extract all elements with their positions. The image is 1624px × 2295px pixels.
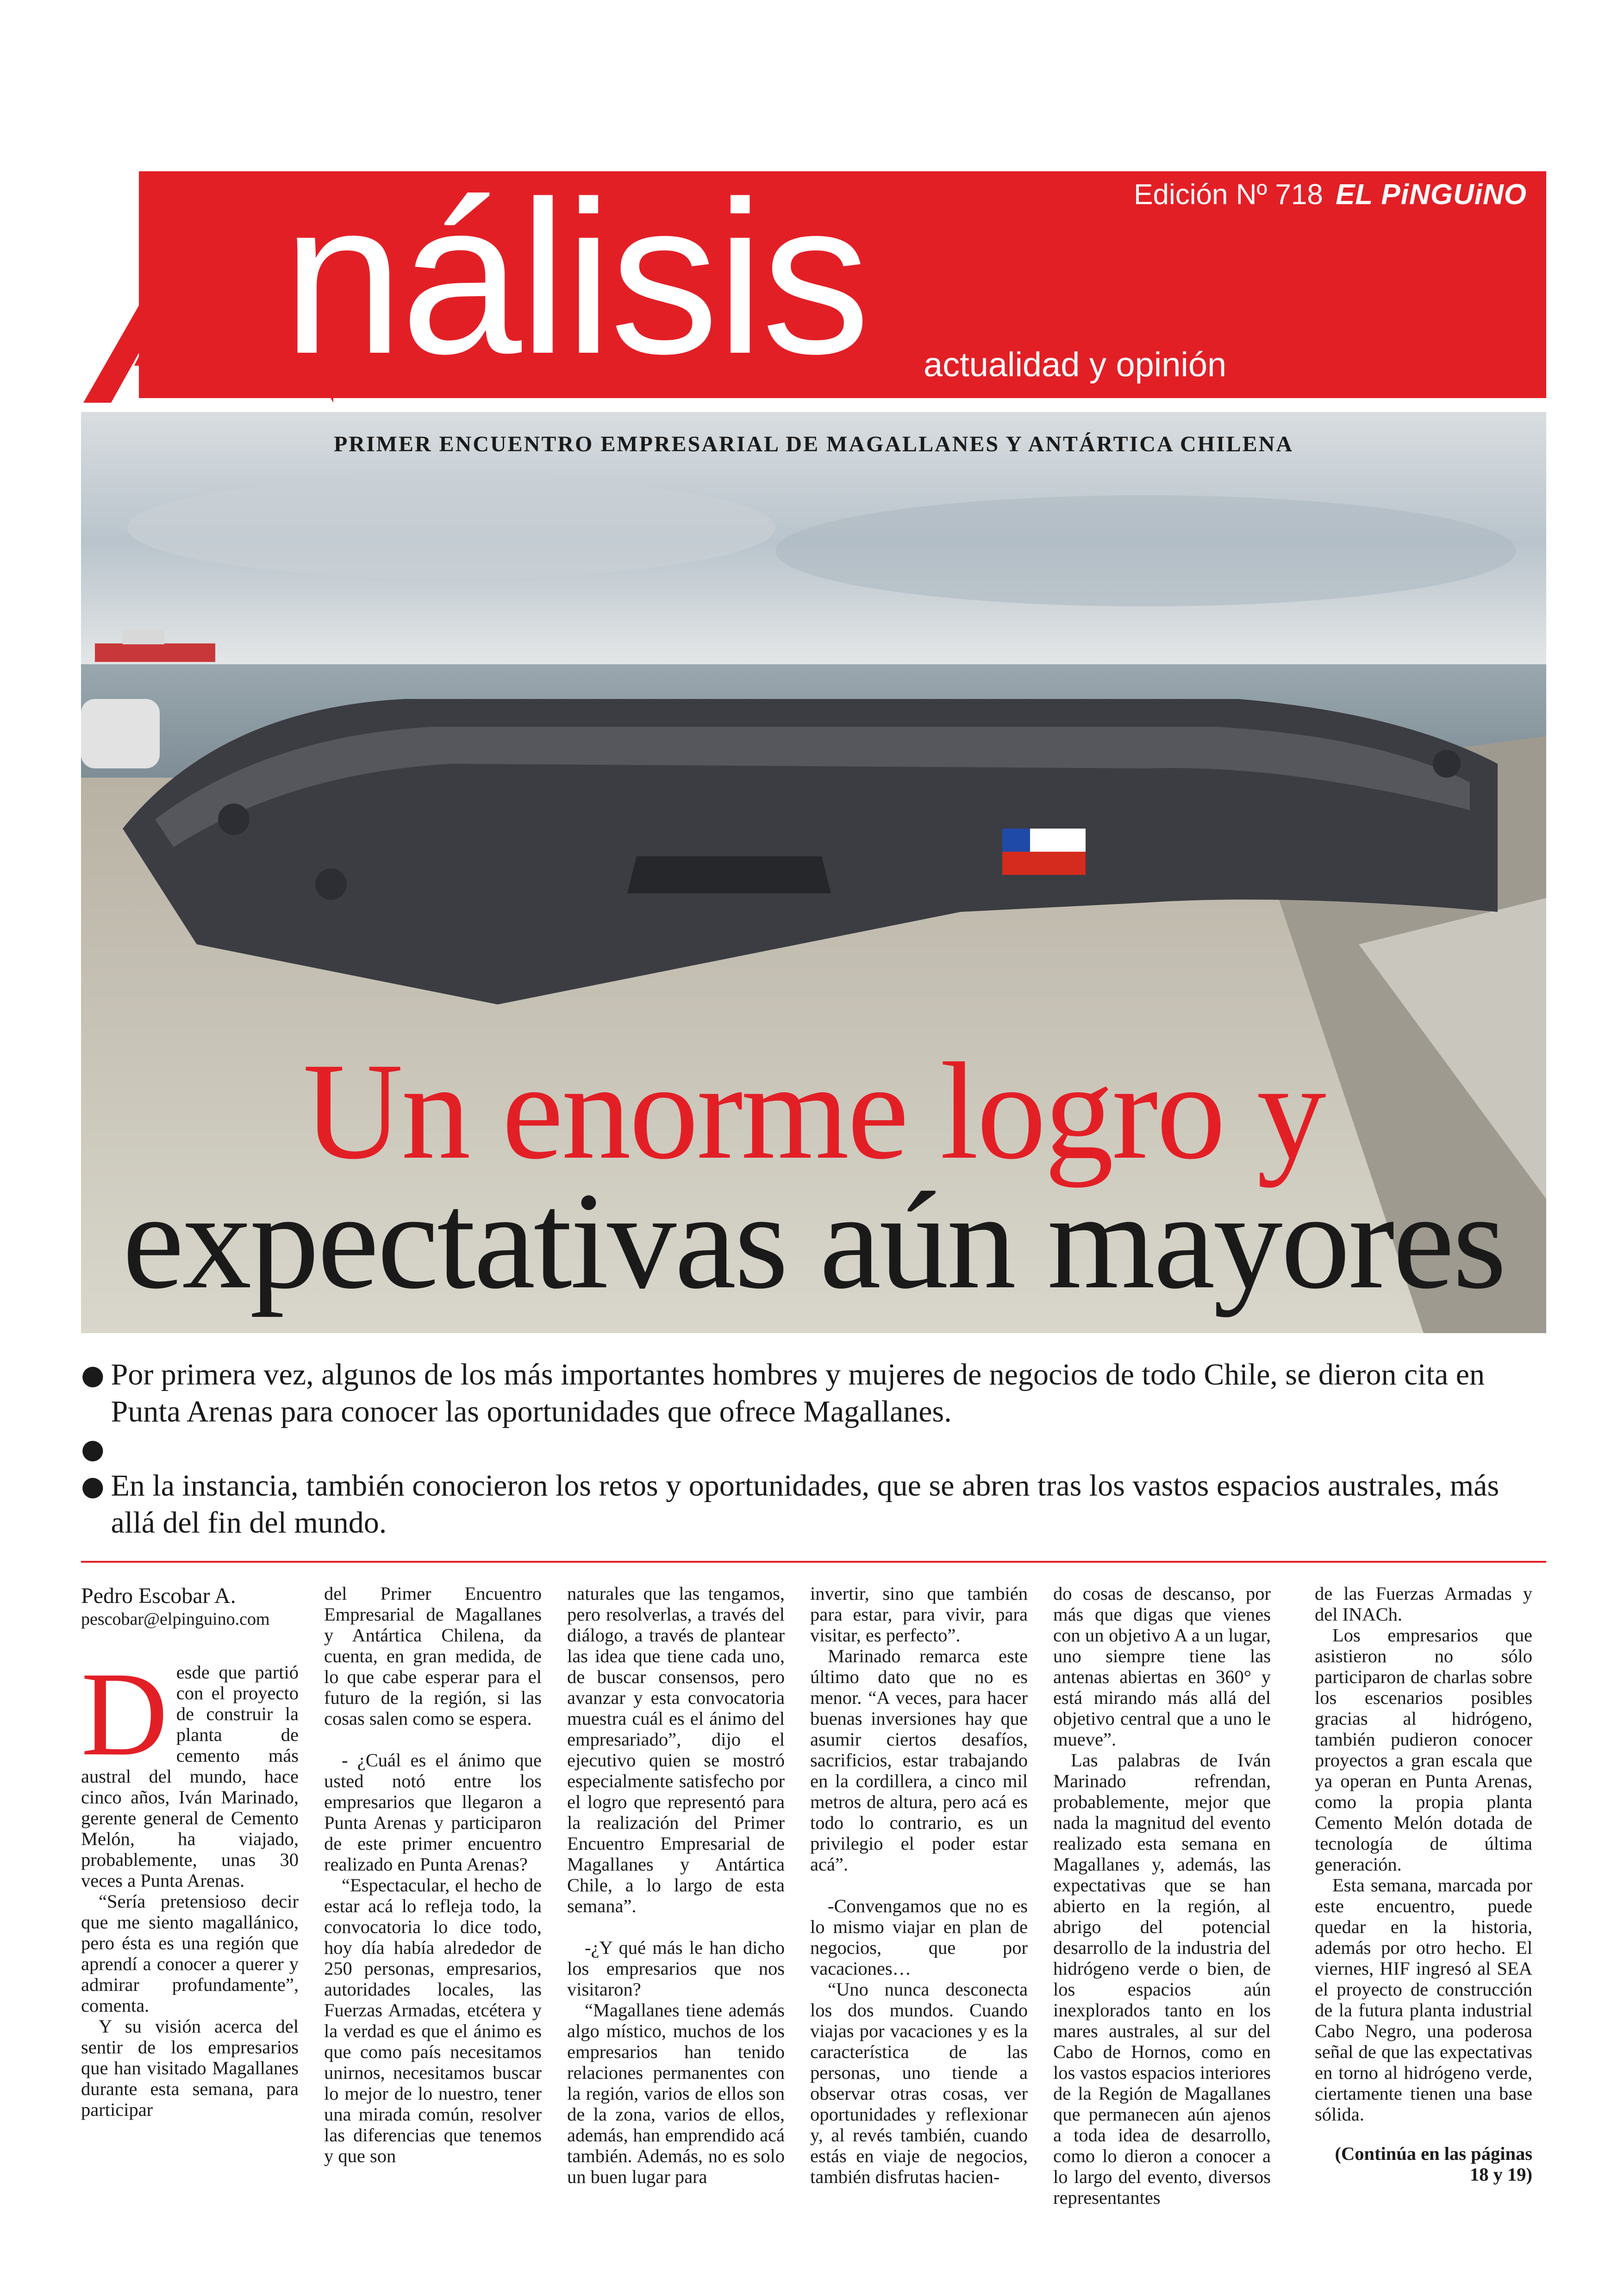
article-column-1 — [81, 1583, 299, 2120]
article-paragraph: naturales que las tengamos, pero resolverlas, a través del diálogo, a través de plantear las idea que tiene cada uno, de buscar consensos, pero avanzar y esta convocatoria muestra cuál es el ánimo del empresariado”, dijo el ejecutivo quien se mostró especialmente satisfecho por el logro que representó para la realización del Primer Encuentro Empresarial de Magallanes y Antártica Chile, a lo largo de esta semana”. — [567, 1583, 785, 1916]
edition-line — [1134, 178, 1527, 211]
headline-line-2: expectativas aún mayores — [122, 1164, 1505, 1317]
section-header — [0, 0, 1624, 407]
headline-line-1: Un enorme logro y — [303, 1034, 1324, 1188]
article-paragraph: “Magallanes tiene además algo místico, muchos de los empresarios han tenido relaciones permanentes con la región, varios de ellos son de la zona, varios de ellos, además, han emprendido acá también. Además, no es solo un buen lugar para — [567, 2000, 785, 2187]
article-paragraph: invertir, sino que también para estar, para vivir, para visitar, es perfecto”. — [810, 1583, 1028, 1646]
bullet-text: Por primera vez, algunos de los más importantes hombres y mujeres de negocios de todo Chile, se dieron cita en Punta Arenas para conocer las oportunidades que ofrece Magallanes. — [111, 1358, 1485, 1428]
article-paragraph: Las palabras de Iván Marinado refrendan, probablemente, mejor que nada la magnitud del evento realizado esta semana en Magallanes y, además, las expectativas que se han abierto en la región, al abrigo del potencial desarrollo de la industria del hidrógeno verde o bien, de los espacios aún inexplorados tanto en los mares australes, al sur del Cabo de Hornos, como en los vastos espacios interiores de la Región de Magallanes que permanecen aún ajenos a toda idea de desarrollo, como lo dieron a conocer a lo largo del evento, diversos representantes — [1053, 1750, 1271, 2208]
article-paragraph: “Espectacular, el hecho de estar acá lo refleja todo, la convocatoria lo dice todo, hoy día había alrededor de 250 personas, empresarios, autoridades locales, las Fuerzas Armadas, etcétera y la verdad es que el ánimo es que como país necesitamos unirnos, necesitamos buscar lo mejor de lo nuestro, tener una mirada común, resolver las diferencias que tenemos y que son — [324, 1875, 542, 2166]
continued-on-note: (Continúa en las páginas 18 y 19) — [1335, 2143, 1532, 2185]
lead-photo — [81, 412, 1546, 1333]
article-paragraph: Y su visión acerca del sentir de los empresarios que han visitado Magallanes durante esta semana, para participar — [81, 2016, 299, 2120]
bullet-text: En la instancia, también conocieron los retos y oportunidades, que se abren tras los vastos espacios australes, más allá del fin del mundo. — [111, 1469, 1499, 1540]
summary-bullets — [81, 1356, 1546, 1541]
bullet-dot-icon: ● — [81, 1433, 105, 1465]
article-column-4 — [810, 1583, 1028, 2187]
divider-rule — [81, 1561, 1546, 1563]
summary-bullet-empty — [81, 1430, 1546, 1467]
bullet-dot-icon: ● — [81, 1470, 105, 1502]
article-paragraph: del Primer Encuentro Empresarial de Magallanes y Antártica Chilena, da cuenta, en gran medida, de lo que cabe esperar para el futuro de la región, si las cosas salen como se espera. — [324, 1583, 542, 1729]
article-paragraph: Los empresarios que asistieron no sólo participaron de charlas sobre los escenarios posibles gracias al hidrógeno, también pudieron conocer proyectos a gran escala que ya operan en Punta Arenas, como la propia planta Cemento Melón dotada de tecnología de última generación. — [1315, 1625, 1532, 1875]
photo-kicker: PRIMER ENCUENTRO EMPRESARIAL DE MAGALLANES Y ANTÁRTICA CHILENA — [334, 432, 1293, 456]
section-title: nálisis — [282, 156, 868, 399]
article-question: -¿Y qué más le han dicho los empresarios que nos visitaron? — [567, 1937, 785, 2000]
article-column-2 — [324, 1583, 542, 2166]
article-paragraph: Esta semana, marcada por este encuentro, puede quedar en la historia, además por otro hecho. El viernes, HIF ingresó al SEA el proyecto de construcción de la futura planta industrial Cabo Negro, una poderosa señal de que las expectativas en torno al hidrógeno verde, ciertamente tienen una base sólida. — [1315, 1875, 1532, 2125]
section-tagline: actualidad y opinión — [924, 345, 1227, 384]
summary-bullet — [81, 1356, 1546, 1430]
article-paragraph: do cosas de descanso, por más que digas que vienes con un objetivo A a un lugar, uno siempre tiene las antenas abiertas en 360° y está mirando más allá del objetivo central que a uno le mueve”. — [1053, 1583, 1271, 1750]
newspaper-logo: EL PiNGUiNO — [1336, 179, 1527, 211]
article-column-5 — [1053, 1583, 1271, 2208]
article-paragraph — [81, 1647, 299, 1891]
article-question: -Convengamos que no es lo mismo viajar en plan de negocios, que por vacaciones… — [810, 1896, 1028, 1979]
article-paragraph: “Uno nunca desconecta los dos mundos. Cuando viajas por vacaciones y es la característica de las personas, uno tiende a observar otras cosas, ver oportunidades y reflexionar y, al revés también, cuando estás en viaje de negocios, también disfrutas hacien- — [810, 1979, 1028, 2187]
bullet-dot-icon: ● — [81, 1359, 105, 1391]
summary-bullet — [81, 1467, 1546, 1541]
article-column-6 — [1315, 1583, 1532, 2185]
article-paragraph: de las Fuerzas Armadas y del INACh. — [1315, 1583, 1532, 1625]
article-column-3 — [567, 1583, 785, 2187]
paragraph-text: esde que partió con el proyecto de construir la planta de cemento más austral del mundo, hace cinco años, Iván Marinado, gerente general de Cemento Melón, ha viajado, probablemente, unas 30 veces a Punta Arenas. — [81, 1662, 299, 1891]
edition-number: Edición Nº 718 — [1134, 179, 1323, 211]
author-name: Pedro Escobar A. — [81, 1584, 236, 1608]
author-email: pescobar@elpinguino.com — [81, 1609, 270, 1629]
article-question: - ¿Cuál es el ánimo que usted notó entre los empresarios que llegaron a Punta Arenas y participaron de este primer encuentro realizado en Punta Arenas? — [324, 1750, 542, 1875]
drop-cap: D — [81, 1647, 168, 1781]
article-paragraph: “Sería pretensioso decir que me siento magallánico, pero ésta es una región que aprendí a conocer a querer y admirar profundamente”, comenta. — [81, 1891, 299, 2016]
article-paragraph: Marinado remarca este último dato que no es menor. “A veces, para hacer buenas inversiones hay que asumir ciertos desafíos, sacrificios, estar trabajando en la cordillera, a cinco mil metros de altura, pero acá es todo lo contrario, es un privilegio el poder estar acá”. — [810, 1646, 1028, 1875]
